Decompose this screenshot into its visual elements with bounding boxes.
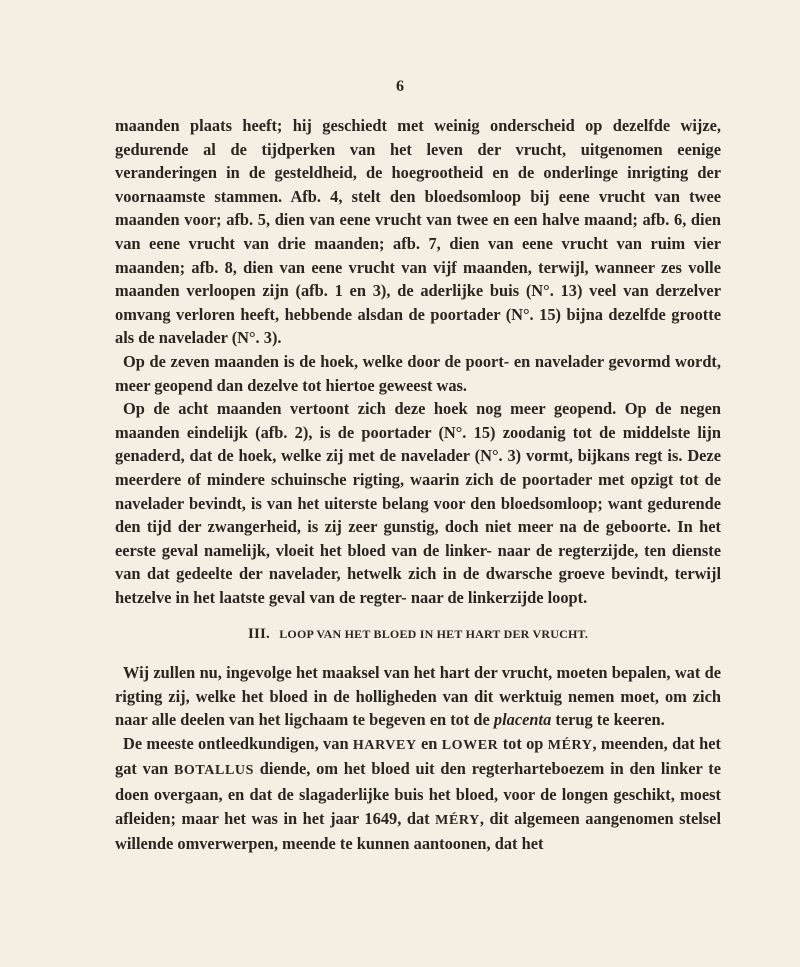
text-run: terug te keeren.	[551, 710, 665, 730]
text-run: Wij zullen nu, ingevolge het maaksel van het hart der vrucht, moeten bepalen, wat de rigting zij, welke het bloed in de holligheden van dit werktuig nemen moet, om zich naar alle deelen van het ligchaam te begeven en tot de	[115, 663, 721, 730]
paragraph: Op de acht maanden vertoont zich deze hoek nog meer geopend. Op de negen maanden eindelijk (afb. 2), is de poortader (N°. 15) zoodanig tot de middelste lijn genaderd, dat de hoek, welke zij met de navelader (N°. 3) vormt, bijkans regt is. Deze meerdere of mindere schuinsche rigting, waarin zich de poortader met opzigt tot de navelader bevindt, is van het uiterste belang voor den bloedsomloop; want gedurende den tijd der zwangerheid, is zij zeer gunstig, doch niet meer na de geboorte. In het eerste geval namelijk, vloeit het bloed van de linker- naar de regterzijde, ten dienste van dat gedeelte der navelader, hetwelk zich in de dwarsche groeve bevindt, terwijl hetzelve in het laatste geval van de regter- naar de linkerzijde loopt.	[115, 399, 721, 607]
text-run: tot op	[498, 733, 548, 753]
author-name: LOWER	[441, 737, 499, 753]
section-numeral: III.	[247, 626, 270, 643]
section-title: LOOP VAN HET BLOED IN HET HART DER VRUCHT.	[279, 627, 589, 642]
italic-term: placenta	[493, 710, 552, 730]
section-heading	[115, 623, 721, 647]
text-run: , dit algemeen aangenomen stelsel willende omverwerpen, meende te kunnen aantoonen, dat het	[115, 808, 722, 854]
paragraph: maanden plaats heeft; hij geschiedt met weinig onderscheid op dezelfde wijze, gedurende al de tijdperken van het leven der vrucht, uitgenomen eenige veranderingen in de gesteldheid, de hoegrootheid en de onderlinge inrigting der voornaamste stammen. Afb. 4, stelt den bloedsomloop bij eene vrucht van twee maanden voor; afb. 5, dien van eene vrucht van twee en een halve maand; afb. 6, dien van eene vrucht van drie maanden; afb. 7, dien van eene vrucht van ruim vier maanden; afb. 8, dien van eene vrucht van vijf maanden, terwijl, wanneer zes volle maanden verloopen zijn (afb. 1 en 3), de aderlijke buis (N°. 13) veel van derzelver omvang verloren heeft, hebbende alsdan de poortader (N°. 15) bijna dezelfde grootte als de navelader (N°. 3).	[115, 116, 721, 348]
author-name: BOTALLUS	[173, 763, 254, 779]
paragraph	[115, 732, 721, 856]
text-run: , meenden, dat het gat van	[115, 733, 722, 779]
author-name: HARVEY	[352, 737, 417, 753]
paragraph: Op de zeven maanden is de hoek, welke door de poort- en navelader gevormd wordt, meer geopend dan dezelve tot hiertoe geweest was.	[115, 351, 721, 395]
author-name: MÉRY	[435, 812, 480, 828]
page-number: 6	[396, 78, 404, 95]
author-name: MÉRY	[547, 737, 593, 753]
text-run: en	[416, 733, 442, 753]
body-text	[115, 114, 721, 856]
text-run: diende, om het bloed uit den regterharteboezem in den linker te doen overgaan, en dat de slagaderlijke buis het bloed, voor de longen geschikt, moest afleiden; maar het was in het jaar 1649, dat	[115, 759, 721, 828]
paragraph	[115, 661, 721, 732]
text-run: De meeste ontleedkundigen, van	[123, 733, 353, 753]
